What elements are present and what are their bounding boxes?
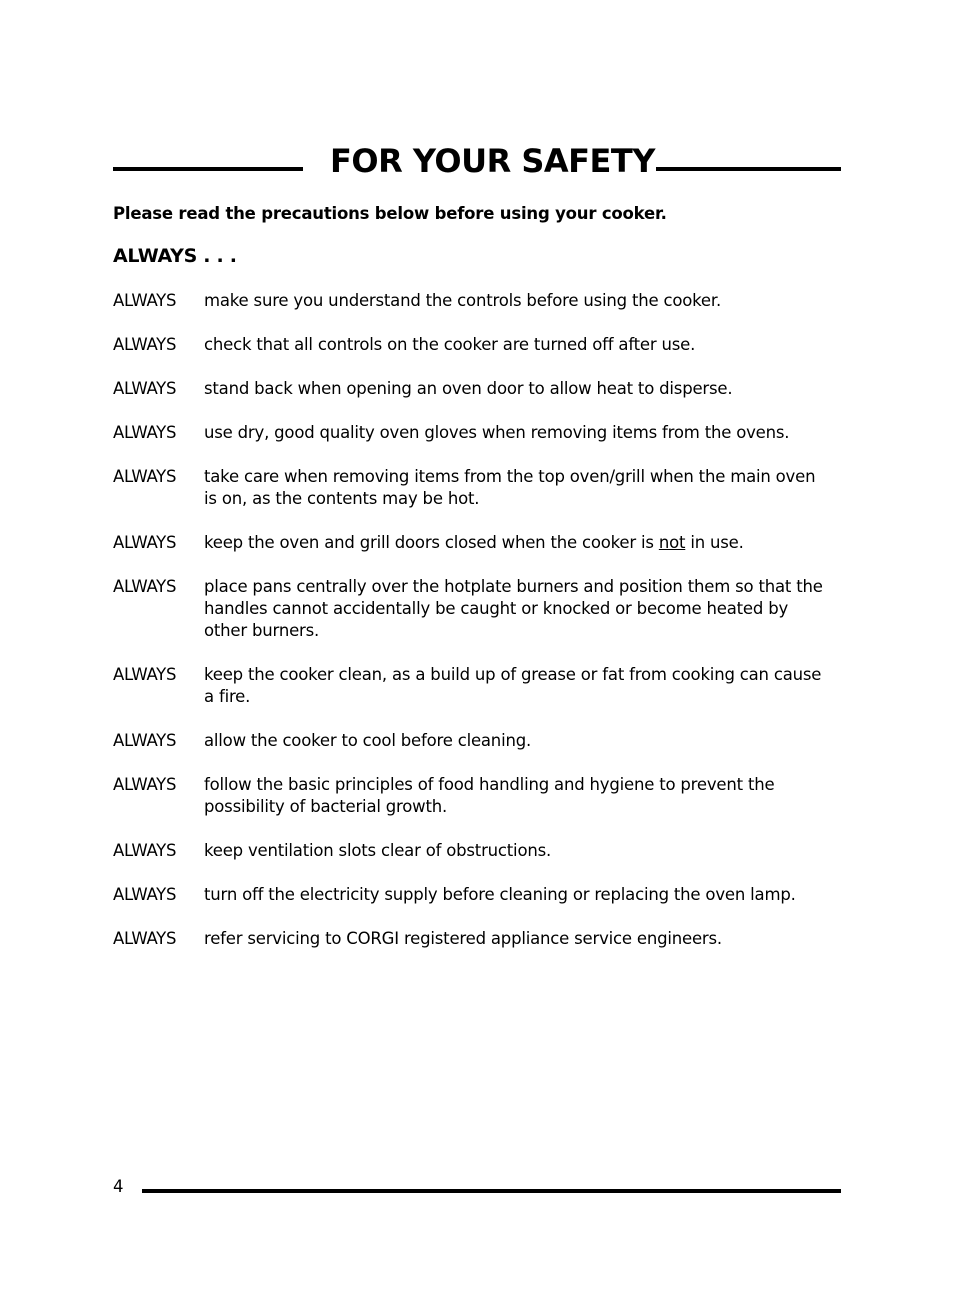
title-rule-right — [656, 167, 841, 171]
page-footer — [113, 1176, 841, 1198]
rule-keyword: ALWAYS — [113, 841, 177, 860]
safety-rule — [113, 378, 833, 400]
safety-rule — [113, 532, 833, 554]
rule-text-before: keep the oven and grill doors closed when the cooker is — [204, 533, 659, 552]
rule-text: stand back when opening an oven door to allow heat to disperse. — [204, 379, 733, 398]
rule-text: place pans centrally over the hotplate burners and position them so that the handles cannot accidentally be caught or knocked or become heated by other burners. — [204, 577, 823, 640]
rule-text: follow the basic principles of food handling and hygiene to prevent the possibility of bacterial growth. — [204, 775, 775, 816]
safety-rule — [113, 774, 833, 818]
rule-keyword: ALWAYS — [113, 423, 177, 442]
rule-text: keep the cooker clean, as a build up of grease or fat from cooking can cause a fire. — [204, 665, 822, 706]
rule-keyword: ALWAYS — [113, 291, 177, 310]
title-row — [113, 141, 841, 183]
rule-text-underlined: not — [658, 533, 686, 552]
safety-rule — [113, 466, 833, 510]
rule-keyword: ALWAYS — [113, 929, 177, 948]
rule-text-after: in use. — [685, 533, 744, 552]
safety-rule — [113, 840, 833, 862]
safety-rules-list — [113, 290, 833, 972]
rule-text: use dry, good quality oven gloves when removing items from the ovens. — [204, 423, 790, 442]
rule-keyword: ALWAYS — [113, 379, 177, 398]
rule-keyword: ALWAYS — [113, 731, 177, 750]
rule-text: turn off the electricity supply before cleaning or replacing the oven lamp. — [204, 885, 796, 904]
safety-rule — [113, 664, 833, 708]
rule-text: take care when removing items from the top oven/grill when the main oven is on, as the contents may be hot. — [204, 467, 816, 508]
safety-rule — [113, 290, 833, 312]
title-rule-left — [113, 167, 303, 171]
page-number: 4 — [113, 1177, 124, 1196]
safety-rule — [113, 422, 833, 444]
rule-keyword: ALWAYS — [113, 533, 177, 552]
safety-rule — [113, 884, 833, 906]
safety-rule — [113, 334, 833, 356]
section-heading: ALWAYS . . . — [113, 245, 237, 267]
intro-text: Please read the precautions below before using your cooker. — [113, 204, 667, 223]
rule-keyword: ALWAYS — [113, 467, 177, 486]
rule-text: check that all controls on the cooker are turned off after use. — [204, 335, 696, 354]
rule-keyword: ALWAYS — [113, 577, 177, 596]
safety-rule — [113, 576, 833, 642]
safety-rule — [113, 928, 833, 950]
page-title: FOR YOUR SAFETY — [330, 142, 655, 180]
rule-text: refer servicing to CORGI registered appliance service engineers. — [204, 929, 722, 948]
rule-keyword: ALWAYS — [113, 665, 177, 684]
rule-keyword: ALWAYS — [113, 775, 177, 794]
rule-text: keep ventilation slots clear of obstructions. — [204, 841, 552, 860]
rule-text: make sure you understand the controls before using the cooker. — [204, 291, 721, 310]
safety-rule — [113, 730, 833, 752]
footer-rule — [142, 1189, 841, 1193]
rule-keyword: ALWAYS — [113, 885, 177, 904]
rule-text: allow the cooker to cool before cleaning. — [204, 731, 532, 750]
rule-keyword: ALWAYS — [113, 335, 177, 354]
rule-text — [204, 532, 833, 554]
